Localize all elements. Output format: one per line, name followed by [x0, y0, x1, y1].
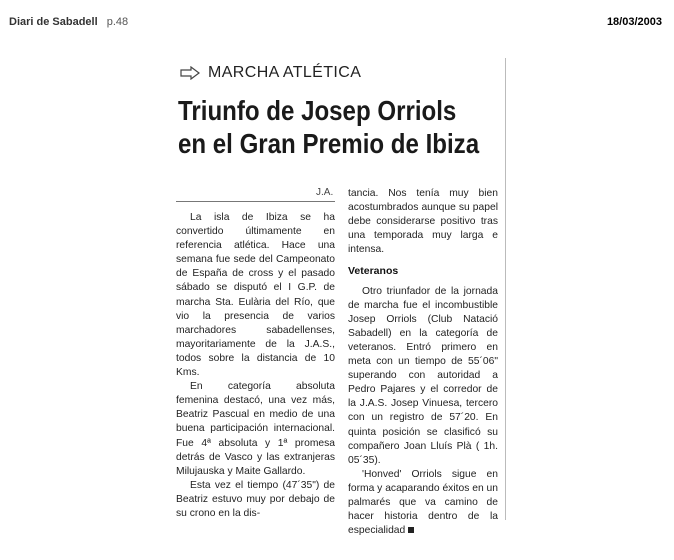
- publication-header: [9, 16, 128, 28]
- page-number: p.48: [106, 16, 129, 28]
- paragraph: En categoría absoluta femenina destacó, una vez más, Beatriz Pascual en medio de una buena participación internacional. Fue 4ª absoluta y 1ª promesa detrás de Vasco y las extranjeras Milujauska y Maite Gallardo.: [176, 381, 335, 477]
- column-2: [348, 187, 498, 538]
- subhead: Veteranos: [348, 265, 399, 278]
- headline-line-2: en el Gran Premio de Ibiza: [178, 128, 480, 159]
- headline-line-1: Triunfo de Josep Orriols: [178, 95, 457, 126]
- paragraph-continued: tancia. Nos tenía muy bien acostumbrados aunque su papel debe considerarse positivo tras una temporada muy larga e intensa.: [348, 188, 498, 256]
- paragraph: Otro triunfador de la jornada de marcha fue el incombustible Josep Orriols (Club Natació Sabadell) en la categoría de veteranos. Entró primero en meta con un tiempo de 55´06" superando con autoridad a Pedro Pajares y el corredor de la J.A.S. Josep Vinuesa, tercero con un registro de 57´20. En quinta posición se clasificó su compañero Joan Lluís Plà ( 1h. 05´35).: [348, 285, 498, 466]
- paragraph: Esta vez el tiempo (47´35") de Beatriz estuvo muy por debajo de su crono en la dis-: [176, 479, 335, 519]
- paragraph-final: [348, 468, 498, 538]
- column-1: [176, 211, 335, 521]
- newspaper-clipping: [168, 54, 510, 537]
- paragraph-text: 'Honved' Orriols sigue en forma y acaparando éxitos en un palmarés que va camino de hacer historia dentro de la especialidad: [348, 468, 498, 537]
- clipping-edge: [505, 58, 506, 520]
- end-of-article-icon: [408, 527, 414, 533]
- byline: J.A.: [316, 187, 334, 198]
- publication-date: 18/03/2003: [606, 16, 662, 28]
- byline-rule: [176, 201, 335, 202]
- paragraph: La isla de Ibiza se ha convertido últimamente en referencia atlética. Hace una semana fue sede del Campeonato de España de cross y el pasado sábado se disputó el I G.P. de marcha Sta. Eulària del Río, que vio la presencia de varios marchadores sabadellenses, mayoritariamente de la J.A.S., todos sobre la distancia de 10 Kms.: [176, 212, 335, 379]
- headline: [178, 94, 480, 160]
- publication-name: Diari de Sabadell: [9, 16, 98, 28]
- section-label: MARCHA ATLÉTICA: [208, 64, 362, 81]
- arrow-outline-icon: [180, 66, 200, 80]
- section-heading: [180, 62, 361, 84]
